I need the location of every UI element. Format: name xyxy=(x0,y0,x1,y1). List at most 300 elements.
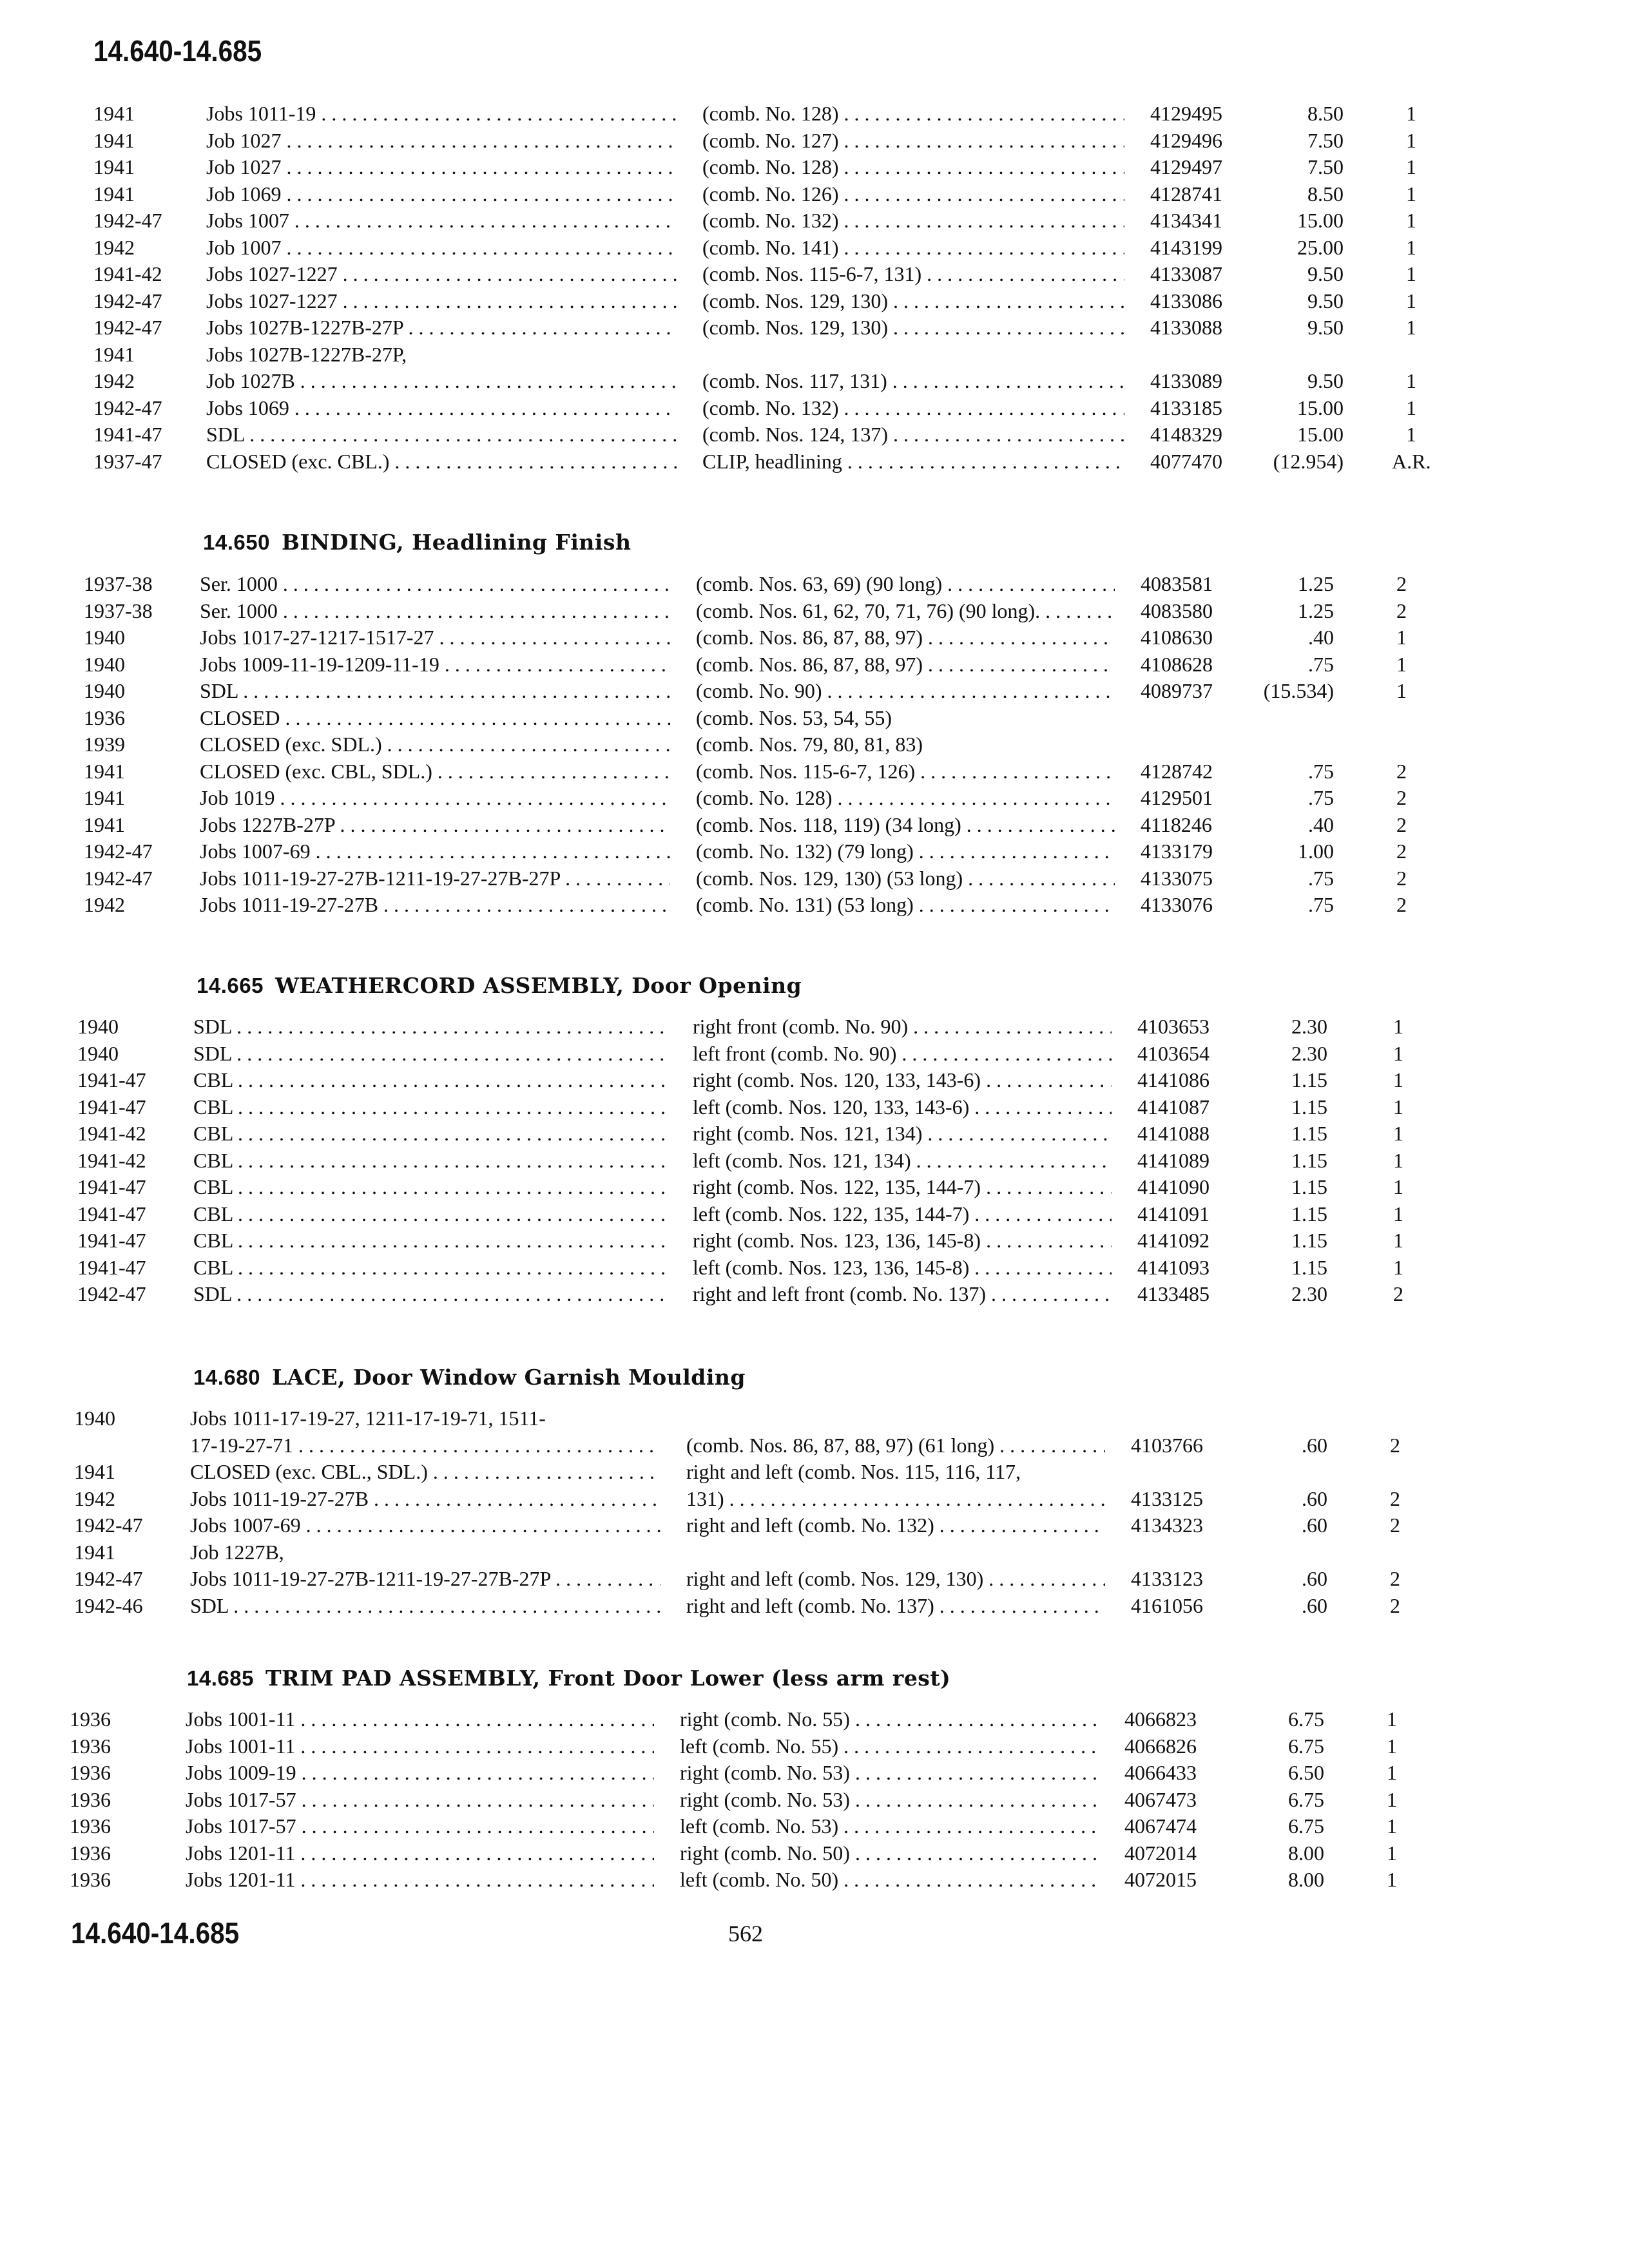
job-cell xyxy=(193,1015,667,1039)
quantity-cell: 1 xyxy=(1393,1229,1403,1252)
dot-leader xyxy=(981,1229,1112,1252)
year-cell: 1942 xyxy=(84,893,125,916)
description-text: right front (comb. No. 90) xyxy=(693,1015,909,1038)
job-cell xyxy=(186,1868,654,1892)
dot-leader xyxy=(281,129,677,152)
job-text: Jobs 1011-17-19-27, 1211-17-19-71, 1511- xyxy=(190,1407,546,1430)
part-number-cell: 4103653 xyxy=(1137,1015,1210,1038)
price-cell: 25.00 xyxy=(1297,235,1344,259)
dot-leader xyxy=(969,1256,1112,1279)
year-cell: 1940 xyxy=(74,1407,115,1430)
dot-leader xyxy=(316,102,677,125)
description-text: right (comb. Nos. 122, 135, 144-7) xyxy=(693,1175,981,1198)
job-cell xyxy=(193,1256,667,1280)
dot-leader xyxy=(934,1514,1105,1537)
year-cell: 1937-38 xyxy=(84,572,153,595)
table-row xyxy=(0,1487,1629,1513)
job-cell xyxy=(193,1095,667,1119)
price-cell: .75 xyxy=(1308,786,1334,809)
year-cell: 1936 xyxy=(70,1761,111,1784)
price-cell: 8.00 xyxy=(1288,1841,1324,1865)
table-row xyxy=(0,867,1629,892)
year-cell: 1941 xyxy=(74,1540,115,1564)
job-cell xyxy=(193,1068,667,1092)
dot-leader xyxy=(382,733,670,756)
job-cell xyxy=(206,182,677,206)
description-text: right (comb. No. 55) xyxy=(680,1707,850,1731)
quantity-cell: 2 xyxy=(1390,1514,1400,1537)
dot-leader xyxy=(231,1042,667,1065)
dot-leader xyxy=(296,1788,654,1811)
quantity-cell: 1 xyxy=(1387,1761,1397,1784)
job-text: Job 1027 xyxy=(206,155,282,178)
year-cell: 1936 xyxy=(70,1734,111,1758)
year-cell: 1940 xyxy=(84,679,125,702)
dot-leader xyxy=(280,706,670,729)
job-cell xyxy=(186,1788,654,1812)
part-number-cell: 4077470 xyxy=(1150,449,1222,473)
quantity-cell: 2 xyxy=(1396,599,1407,622)
quantity-cell: 2 xyxy=(1390,1593,1400,1617)
dot-leader xyxy=(838,1868,1099,1891)
job-cell xyxy=(206,369,677,393)
description-cell xyxy=(693,1095,1112,1119)
quantity-cell: 1 xyxy=(1406,128,1416,152)
job-cell xyxy=(200,572,670,596)
table-row xyxy=(0,1707,1629,1733)
job-text: SDL xyxy=(193,1282,232,1305)
table-row xyxy=(0,1068,1629,1094)
part-number-cell: 4128742 xyxy=(1141,759,1213,783)
dot-leader xyxy=(914,840,1115,863)
part-number-cell: 4103654 xyxy=(1137,1041,1210,1065)
quantity-cell: 1 xyxy=(1406,262,1416,285)
part-number-cell: 4141087 xyxy=(1137,1095,1210,1119)
year-cell: 1942-47 xyxy=(93,396,162,419)
job-cell xyxy=(206,289,677,313)
description-cell xyxy=(680,1868,1099,1892)
dot-leader xyxy=(278,599,670,622)
description-text: left (comb. No. 50) xyxy=(680,1868,839,1891)
description-cell xyxy=(696,679,1115,703)
price-cell: 8.50 xyxy=(1307,182,1344,206)
dot-leader xyxy=(911,1149,1112,1172)
quantity-cell: 1 xyxy=(1396,652,1407,676)
dot-leader xyxy=(839,155,1124,178)
description-cell xyxy=(693,1042,1112,1066)
table-row xyxy=(0,893,1629,919)
part-number-cell: 4133125 xyxy=(1131,1486,1203,1510)
job-text: SDL xyxy=(200,679,238,702)
dot-leader xyxy=(233,1175,667,1198)
dot-leader xyxy=(434,626,670,649)
job-text: Jobs 1011-19-27-27B xyxy=(200,893,379,916)
job-cell xyxy=(200,893,670,917)
table-row xyxy=(0,1229,1629,1254)
part-number-cell: 4134323 xyxy=(1131,1514,1203,1537)
dot-leader xyxy=(231,1015,667,1038)
quantity-cell: 2 xyxy=(1396,786,1407,809)
job-text: Jobs 1011-19 xyxy=(206,102,316,125)
job-text: Jobs 1227B-27P xyxy=(200,812,335,836)
price-cell: 7.50 xyxy=(1307,128,1344,152)
description-cell xyxy=(693,1256,1112,1280)
dot-leader xyxy=(981,1068,1112,1091)
dot-leader xyxy=(1040,599,1115,622)
job-text: CBL xyxy=(193,1148,233,1172)
section-title xyxy=(193,1365,746,1390)
description-text: (comb. No. 132) xyxy=(702,396,839,419)
job-text: CBL xyxy=(193,1229,233,1252)
description-cell xyxy=(693,1015,1112,1039)
job-cell xyxy=(193,1149,667,1173)
part-number-cell: 4108628 xyxy=(1141,652,1213,676)
dot-leader xyxy=(839,102,1124,125)
quantity-cell: 1 xyxy=(1387,1841,1397,1865)
table-row xyxy=(0,706,1629,732)
part-number-cell: 4141092 xyxy=(1137,1229,1210,1252)
job-cell xyxy=(190,1514,660,1537)
year-cell: 1942-47 xyxy=(93,316,162,339)
quantity-cell: 1 xyxy=(1393,1041,1403,1065)
dot-leader xyxy=(338,289,677,312)
quantity-cell: 1 xyxy=(1406,235,1416,259)
job-cell xyxy=(200,653,670,677)
description-cell xyxy=(702,236,1124,260)
description-text: (comb. No. 128) xyxy=(702,102,839,125)
dot-leader xyxy=(888,423,1124,446)
quantity-cell: 2 xyxy=(1390,1567,1400,1590)
year-cell: 1941 xyxy=(93,102,135,125)
year-cell: 1940 xyxy=(77,1015,119,1038)
quantity-cell: 1 xyxy=(1406,155,1416,178)
description-cell xyxy=(693,1202,1112,1226)
job-text: CLOSED (exc. SDL.) xyxy=(200,733,382,756)
description-cell xyxy=(702,316,1124,340)
part-number-cell: 4083580 xyxy=(1141,599,1213,622)
description-text: (comb. Nos. 117, 131) xyxy=(702,369,887,392)
job-text: SDL xyxy=(193,1015,232,1038)
job-text: Jobs 1017-27-1217-1517-27 xyxy=(200,626,434,649)
quantity-cell: 1 xyxy=(1406,102,1416,125)
dot-leader xyxy=(289,396,677,419)
job-text: Jobs 1011-19-27-27B-1211-19-27-27B-27P xyxy=(190,1567,551,1590)
year-cell: 1942-47 xyxy=(74,1514,143,1537)
dot-leader xyxy=(963,867,1115,890)
dot-leader xyxy=(822,679,1115,702)
price-cell: (12.954) xyxy=(1273,449,1344,473)
quantity-cell: 2 xyxy=(1396,572,1407,595)
job-text: Jobs 1069 xyxy=(206,396,289,419)
description-cell xyxy=(696,813,1115,837)
part-number-cell: 4133087 xyxy=(1150,262,1222,285)
description-text: right and left (comb. No. 132) xyxy=(686,1514,934,1537)
page-header-range: 14.640-14.685 xyxy=(93,34,262,68)
price-cell: 1.15 xyxy=(1291,1122,1327,1145)
job-text: CBL xyxy=(193,1202,233,1225)
dot-leader xyxy=(231,1282,667,1305)
job-cell xyxy=(206,316,677,340)
year-cell: 1941 xyxy=(93,128,135,152)
dot-leader xyxy=(295,1868,654,1891)
price-cell: 15.00 xyxy=(1297,396,1344,419)
table-row xyxy=(0,1514,1629,1539)
year-cell: 1941 xyxy=(93,155,135,178)
table-row xyxy=(0,1567,1629,1593)
job-text: Job 1069 xyxy=(206,182,282,206)
quantity-cell: 1 xyxy=(1387,1787,1397,1811)
description-text: (comb. Nos. 53, 54, 55) xyxy=(696,706,892,729)
table-row xyxy=(0,1434,1629,1459)
description-text: CLIP, headlining xyxy=(702,449,842,473)
description-cell xyxy=(686,1434,1105,1457)
dot-leader xyxy=(275,786,670,809)
description-text: right (comb. No. 50) xyxy=(680,1841,850,1865)
job-cell xyxy=(186,1735,654,1758)
job-text: Job 1019 xyxy=(200,786,275,809)
table-row xyxy=(0,450,1629,476)
price-cell: .60 xyxy=(1302,1593,1327,1617)
year-cell: 1937-38 xyxy=(84,599,153,622)
price-cell: 1.15 xyxy=(1291,1068,1327,1091)
year-cell: 1942-46 xyxy=(74,1593,143,1617)
dot-leader xyxy=(432,760,670,783)
dot-leader xyxy=(233,1256,667,1279)
description-text: right and left front (comb. No. 137) xyxy=(693,1282,986,1305)
job-cell xyxy=(186,1707,654,1731)
table-row xyxy=(0,209,1629,235)
job-cell xyxy=(190,1434,660,1457)
description-text: (comb. No. 132) (79 long) xyxy=(696,840,914,863)
year-cell: 1941 xyxy=(84,786,125,809)
table-row xyxy=(0,423,1629,448)
price-cell: 9.50 xyxy=(1307,316,1344,339)
dot-leader xyxy=(289,209,677,232)
price-cell: .60 xyxy=(1302,1514,1327,1537)
dot-leader xyxy=(887,369,1124,392)
dot-leader xyxy=(233,1095,667,1119)
year-cell: 1942 xyxy=(74,1486,115,1510)
job-text: CBL xyxy=(193,1122,233,1145)
job-text: Job 1027 xyxy=(206,128,282,152)
job-text: CBL xyxy=(193,1175,233,1198)
table-row xyxy=(0,182,1629,208)
dot-leader xyxy=(921,262,1124,285)
description-cell xyxy=(696,572,1115,596)
part-number-cell: 4161056 xyxy=(1131,1593,1203,1617)
table-row xyxy=(0,1256,1629,1282)
price-cell: 8.50 xyxy=(1307,102,1344,125)
part-number-cell: 4148329 xyxy=(1150,423,1222,446)
price-cell: 6.75 xyxy=(1288,1787,1324,1811)
year-cell: 1942 xyxy=(93,235,135,259)
year-cell: 1939 xyxy=(84,733,125,756)
description-text: left (comb. No. 53) xyxy=(680,1814,839,1838)
job-cell xyxy=(206,262,677,286)
job-cell xyxy=(200,786,670,810)
job-cell xyxy=(190,1594,660,1618)
description-cell xyxy=(686,1487,1105,1511)
quantity-cell: 2 xyxy=(1393,1282,1403,1305)
description-cell xyxy=(702,289,1124,313)
dot-leader xyxy=(295,1707,654,1731)
price-cell: .75 xyxy=(1308,866,1334,890)
job-text: SDL xyxy=(190,1593,229,1617)
job-text: CLOSED xyxy=(200,706,280,729)
table-row xyxy=(0,316,1629,341)
job-cell xyxy=(193,1122,667,1146)
quantity-cell: 1 xyxy=(1406,289,1416,312)
dot-leader xyxy=(969,1095,1112,1119)
quantity-cell: 1 xyxy=(1393,1015,1403,1038)
year-cell: 1942-47 xyxy=(93,289,162,312)
dot-leader xyxy=(923,626,1115,649)
quantity-cell: 1 xyxy=(1393,1148,1403,1172)
description-text: (comb. No. 90) xyxy=(696,679,822,702)
job-cell xyxy=(193,1282,667,1306)
part-number-cell: 4133179 xyxy=(1141,840,1213,863)
year-cell: 1942-47 xyxy=(77,1282,146,1305)
job-text: SDL xyxy=(193,1041,232,1065)
job-cell xyxy=(200,760,670,783)
part-number-cell: 4128741 xyxy=(1150,182,1222,206)
dot-leader xyxy=(961,813,1115,836)
part-number-cell: 4141093 xyxy=(1137,1255,1210,1279)
job-text: Jobs 1027B-1227B-27P, xyxy=(206,342,407,366)
job-text: Jobs 1001-11 xyxy=(186,1707,296,1731)
quantity-cell: 1 xyxy=(1406,316,1416,339)
description-text: right and left (comb. Nos. 129, 130) xyxy=(686,1567,984,1590)
year-cell: 1936 xyxy=(70,1814,111,1838)
year-cell: 1942 xyxy=(93,369,135,392)
description-text: (comb. No. 131) (53 long) xyxy=(696,893,914,916)
dot-leader xyxy=(293,1434,660,1457)
part-number-cell: 4141091 xyxy=(1137,1202,1210,1225)
job-text: Job 1027B xyxy=(206,369,295,392)
job-cell xyxy=(193,1042,667,1066)
price-cell: 15.00 xyxy=(1297,209,1344,232)
description-cell xyxy=(686,1514,1105,1537)
description-cell xyxy=(702,209,1124,233)
part-number-cell: 4072014 xyxy=(1124,1841,1197,1865)
dot-leader xyxy=(295,1735,654,1758)
price-cell: 2.30 xyxy=(1291,1041,1327,1065)
dot-leader xyxy=(369,1487,660,1510)
description-cell xyxy=(696,599,1115,623)
job-cell xyxy=(193,1175,667,1199)
part-number-cell: 4129497 xyxy=(1150,155,1222,178)
description-text: left (comb. Nos. 122, 135, 144-7) xyxy=(693,1202,970,1225)
quantity-cell: 1 xyxy=(1406,396,1416,419)
table-row xyxy=(0,599,1629,625)
price-cell: 6.75 xyxy=(1288,1814,1324,1838)
price-cell: .40 xyxy=(1308,812,1334,836)
description-text: left (comb. Nos. 120, 133, 143-6) xyxy=(693,1095,970,1119)
price-cell: 8.00 xyxy=(1288,1868,1324,1891)
description-cell xyxy=(680,1735,1099,1758)
dot-leader xyxy=(281,155,677,178)
job-text: Jobs 1009-11-19-1209-11-19 xyxy=(200,652,439,676)
job-cell xyxy=(206,129,677,153)
job-cell xyxy=(200,679,670,703)
dot-leader xyxy=(838,1735,1099,1758)
dot-leader xyxy=(983,1567,1105,1590)
job-text: Job 1227B, xyxy=(190,1540,284,1564)
part-number-cell: 4143199 xyxy=(1150,235,1222,259)
job-cell xyxy=(200,599,670,623)
price-cell: 1.15 xyxy=(1291,1229,1327,1252)
job-text: Jobs 1201-11 xyxy=(186,1868,296,1891)
quantity-cell: 1 xyxy=(1393,1255,1403,1279)
quantity-cell: 1 xyxy=(1406,369,1416,392)
table-row xyxy=(0,1095,1629,1121)
table-row xyxy=(0,653,1629,678)
year-cell: 1941-42 xyxy=(77,1148,146,1172)
table-row xyxy=(0,396,1629,422)
description-text: (comb. Nos. 61, 62, 70, 71, 76) (90 long). xyxy=(696,599,1041,622)
price-cell: 2.30 xyxy=(1291,1282,1327,1305)
price-cell: .60 xyxy=(1302,1486,1327,1510)
part-number-cell: 4067473 xyxy=(1124,1787,1197,1811)
job-text: Ser. 1000 xyxy=(200,572,278,595)
dot-leader xyxy=(839,129,1124,152)
description-cell xyxy=(693,1122,1112,1146)
dot-leader xyxy=(296,1814,654,1838)
description-cell xyxy=(693,1068,1112,1092)
section-number: 14.650 xyxy=(203,530,270,554)
quantity-cell: 2 xyxy=(1390,1433,1400,1457)
price-cell: 9.50 xyxy=(1307,289,1344,312)
quantity-cell: 1 xyxy=(1387,1814,1397,1838)
dot-leader xyxy=(311,840,670,863)
description-cell xyxy=(686,1567,1105,1591)
price-cell: 7.50 xyxy=(1307,155,1344,178)
part-number-cell: 4133185 xyxy=(1150,396,1222,419)
table-row xyxy=(0,289,1629,315)
year-cell: 1937-47 xyxy=(93,449,162,473)
dot-leader xyxy=(233,1202,667,1225)
part-number-cell: 4133088 xyxy=(1150,316,1222,339)
dot-leader xyxy=(228,1594,660,1617)
quantity-cell: 1 xyxy=(1387,1734,1397,1758)
price-cell: .75 xyxy=(1308,759,1334,783)
page-footer-range: 14.640-14.685 xyxy=(71,1916,240,1950)
table-row xyxy=(0,1594,1629,1620)
job-text: Jobs 1011-19-27-27B-1211-19-27-27B-27P xyxy=(200,866,561,890)
year-cell: 1941-42 xyxy=(93,262,162,285)
table-row xyxy=(0,369,1629,395)
section-number: 14.685 xyxy=(187,1666,254,1690)
job-text: Jobs 1201-11 xyxy=(186,1841,296,1865)
dot-leader xyxy=(281,236,677,259)
part-number-cell: 4141088 xyxy=(1137,1122,1210,1145)
job-text: Jobs 1007 xyxy=(206,209,289,232)
dot-leader xyxy=(986,1282,1112,1305)
part-number-cell: 4133076 xyxy=(1141,893,1213,916)
job-text: Jobs 1009-19 xyxy=(186,1761,296,1784)
price-cell: 9.50 xyxy=(1307,369,1344,392)
description-text: (comb. Nos. 115-6-7, 131) xyxy=(702,262,922,285)
section-title xyxy=(203,530,631,555)
part-number-cell: 4129496 xyxy=(1150,128,1222,152)
year-cell: 1936 xyxy=(70,1787,111,1811)
description-text: right (comb. No. 53) xyxy=(680,1761,850,1784)
dot-leader xyxy=(244,423,677,446)
year-cell: 1941-47 xyxy=(77,1068,146,1091)
table-row xyxy=(0,733,1629,758)
table-row xyxy=(0,1407,1629,1432)
description-cell xyxy=(680,1841,1099,1865)
